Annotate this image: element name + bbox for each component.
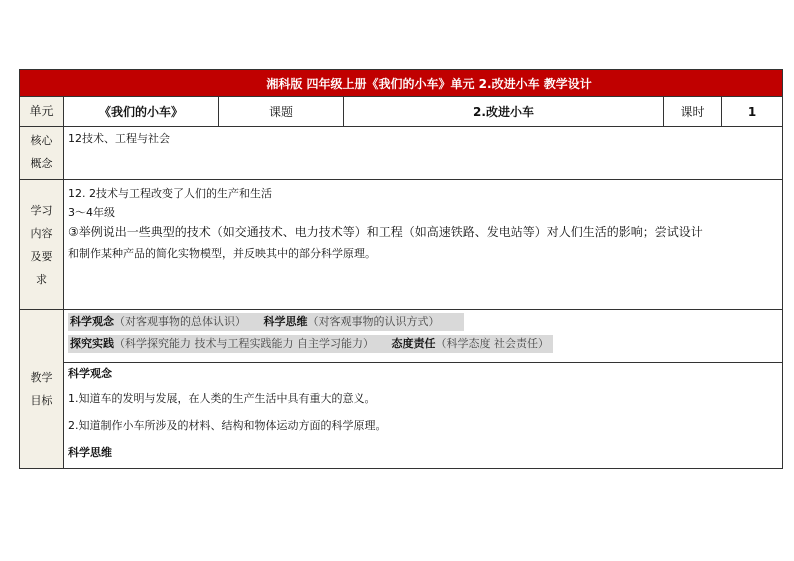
goals-tag-row-2: [64, 332, 782, 354]
core-concept-cell: [64, 127, 783, 180]
core-concept-row: [20, 127, 783, 180]
lesson-plan-table: [19, 69, 783, 469]
tag-science-thinking-title: 科学思维: [263, 315, 308, 328]
period-value: 1: [722, 97, 783, 127]
goals-item-1: 1.知道车的发明与发展，在人类的生产生活中具有重大的意义。: [68, 392, 376, 405]
goals-item-2: 2.知道制作小车所涉及的材料、结构和物体运动方面的科学原理。: [68, 419, 387, 432]
goals-section-science-thinking: 科学思维: [68, 446, 112, 459]
core-concept-text: 12技术、工程与社会: [68, 132, 170, 145]
tag-inquiry-practice-desc: （科学探究能力 技术与工程实践能力 自主学习能力）: [114, 337, 374, 350]
title-row: [20, 70, 783, 97]
document-title: 湘科版 四年级上册《我们的小车》单元 2.改进小车 教学设计: [20, 70, 783, 97]
requirements-grade: 3～4年级: [68, 206, 115, 219]
topic-label: 课题: [219, 97, 344, 127]
goals-tag-highlight-2: [68, 335, 553, 353]
tag-attitude-title: 态度责任: [391, 337, 436, 350]
tag-science-thinking-desc: （对客观事物的认识方式）: [307, 315, 440, 328]
unit-value: 《我们的小车》: [64, 97, 219, 127]
requirements-row: [20, 180, 783, 310]
requirements-cell: [64, 180, 783, 310]
goals-section-science-concept: 科学观念: [68, 367, 112, 380]
tag-science-concept-title: 科学观念: [70, 315, 114, 328]
requirements-standard: 12. 2技术与工程改变了人们的生产和生活: [68, 187, 272, 200]
goals-cell: [64, 310, 783, 469]
tag-inquiry-practice-title: 探究实践: [70, 337, 114, 350]
info-row: [20, 97, 783, 127]
goals-tag-highlight-1: [68, 313, 464, 331]
requirements-detail-1: ③举例说出一些典型的技术（如交通技术、电力技术等）和工程（如高速铁路、发电站等）对人们生活的影响；尝试设计: [68, 225, 703, 239]
requirements-label: 学习内容及要求: [20, 180, 64, 310]
requirements-detail-2: 和制作某种产品的简化实物模型，并反映其中的部分科学原理。: [68, 247, 376, 260]
core-concept-label: 核心概念: [20, 127, 64, 180]
tag-attitude-desc: （科学态度 社会责任）: [435, 337, 549, 350]
goals-tag-row-1: [64, 310, 782, 332]
tag-science-concept-desc: （对客观事物的总体认识）: [114, 315, 246, 328]
period-label: 课时: [664, 97, 722, 127]
unit-label: 单元: [20, 97, 64, 127]
topic-value: 2.改进小车: [344, 97, 664, 127]
goals-tags: [64, 310, 782, 363]
goals-row: [20, 310, 783, 469]
goals-label: 教学目标: [20, 310, 64, 469]
